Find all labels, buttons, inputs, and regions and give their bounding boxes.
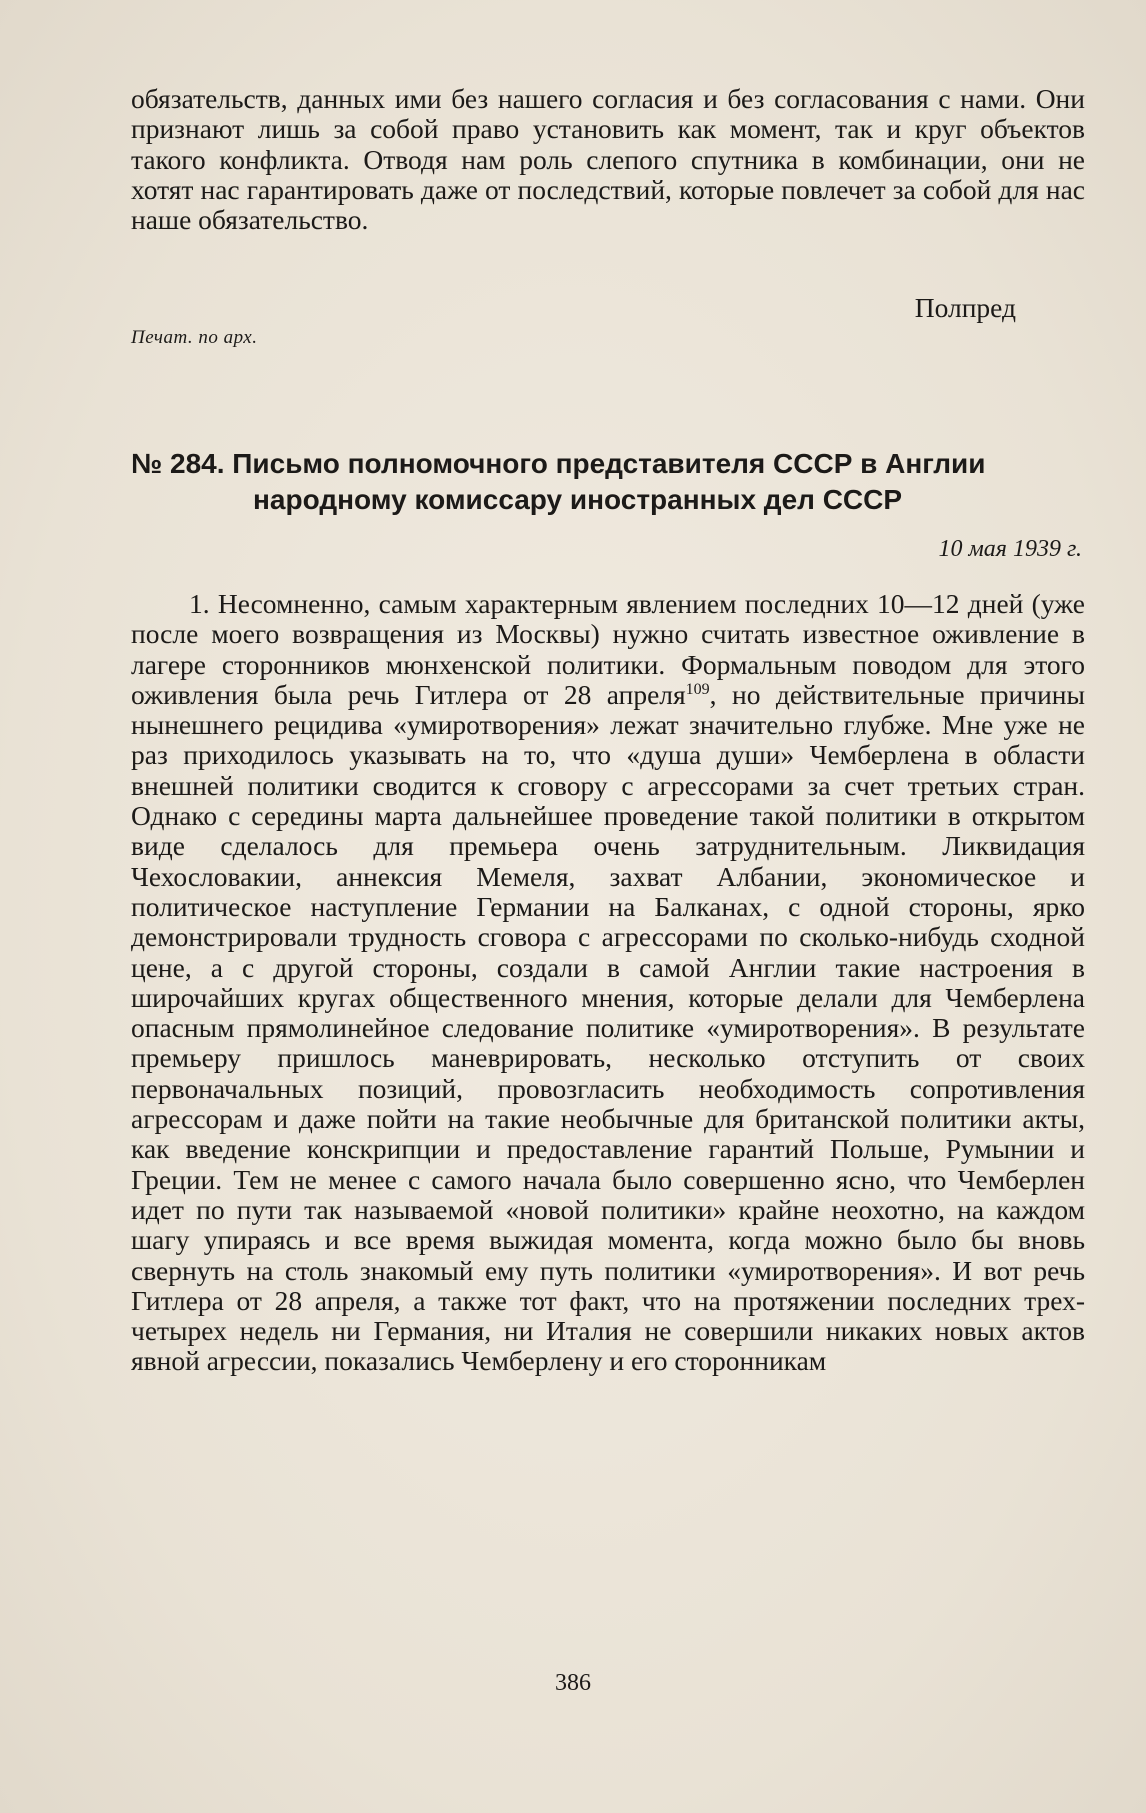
body-text: [131, 589, 1085, 1377]
document-title-line1: Письмо полномочного представителя СССР в Англии: [232, 448, 986, 479]
body-part2: , но действительные причины нынешнего рецидива «умиротворения» лежат значительно глубже. Мне уже не раз приходилось указывать на то, что «душа души» Чемберлена в области внешней политики сводится к сговору с агрессорами за счет третьих стран. Однако с середины марта дальнейшее проведение такой политики в открытом виде сделалось для премьера очень затруднительным. Ликвидация Чехословакии, аннексия Мемеля, захват Албании, экономическое и политическое наступление Германии на Балканах, с одной стороны, ярко демонстрировали трудность сговора с агрессорами по сколько-нибудь сходной цене, а с другой стороны, создали в самой Англии такие настроения в широчайших кругах общественного мнения, которые делали для Чемберлена опасным прямолинейное следование политике «умиротворения». В результате премьеру пришлось маневрировать, несколько отступить от своих первоначальных позиций, провозгласить необходимость сопротивления агрессорам и даже пойти на такие необычные для британской политики акты, как введение конскрипции и предоставление гарантий Польше, Румынии и Греции. Тем не менее с самого начала было совершенно ясно, что Чемберлен идет по пути так называемой «новой политики» крайне неохотно, на каждом шагу упираясь и все время выжидая момента, когда можно было бы вновь свернуть на столь знакомый ему путь политики «умиротворения». И вот речь Гитлера от 28 апреля, а также тот факт, что на протяжении последних трех-четырех недель ни Германия, ни Италия не совершили никаких новых актов явной агрессии, показались Чемберлену и его сторонникам: [131, 678, 1085, 1377]
source-note: Печат. по арх.: [131, 327, 258, 348]
top-paragraph-text: обязательств, данных ими без нашего согласия и без согласования с нами. Они признают лишь за собой право установить как момент, так и круг объектов такого конфликта. Отводя нам роль слепого спутника в комбинации, они не хотят нас гарантировать даже от последствий, которые повлечет за собой для нас наше обязательство.: [131, 83, 1085, 236]
page-number: 386: [555, 1670, 591, 1696]
document-date: 10 мая 1939 г.: [938, 536, 1082, 562]
signature: Полпред: [914, 292, 1016, 323]
document-number: № 284.: [131, 448, 225, 479]
footnote-reference: 109: [685, 680, 710, 698]
continued-paragraph: [131, 84, 1085, 235]
body-part1: 1. Несомненно, самым характерным явлением последних 10—12 дней (уже после моего возвращения из Москвы) нужно считать известное оживление в лагере сторонников мюнхенской политики. Формальным поводом для этого оживления была речь Гитлера от 28 апреля: [131, 588, 1085, 710]
body-paragraph: [131, 589, 1085, 1377]
document-heading: [131, 446, 1085, 518]
document-title-line2: народному комиссару иностранных дел СССР: [253, 484, 903, 515]
